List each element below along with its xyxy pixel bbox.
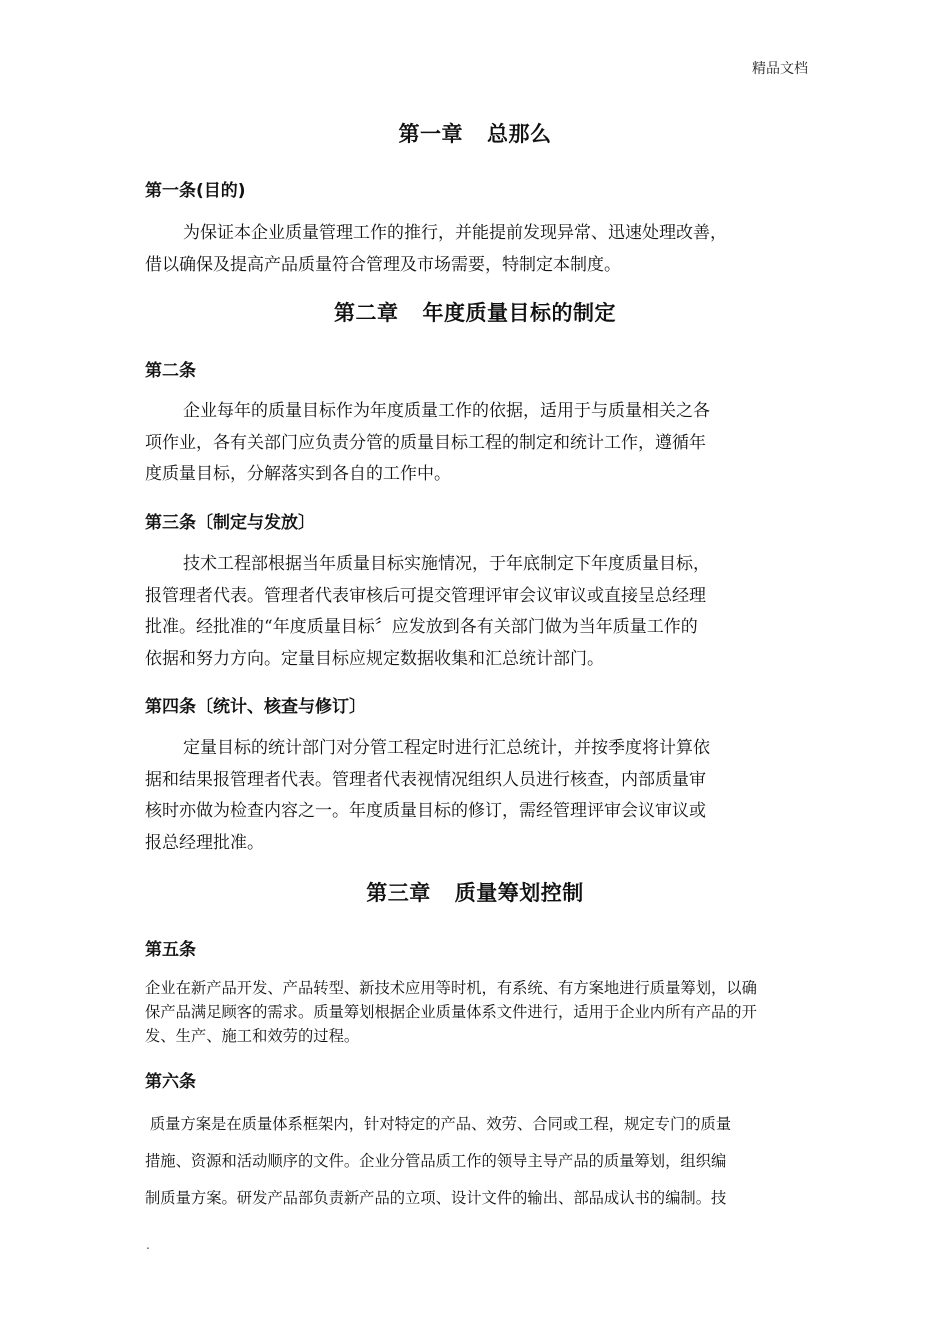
text-line: 质量方案是在质量体系框架内，针对特定的产品、效劳、合同或工程，规定专门的质量 — [145, 1115, 732, 1133]
article-1-body — [145, 218, 727, 281]
text-line: 核时亦做为检查内容之一。年度质量目标的修订，需经管理评审会议审议或 — [145, 801, 706, 821]
text-line: 度质量目标，分解落实到各自的工作中。 — [145, 464, 451, 484]
article-5-body — [145, 976, 757, 1048]
text-line: 据和结果报管理者代表。管理者代表视情况组织人员进行核查，内部质量审 — [145, 769, 706, 790]
text-line: 定量目标的统计部门对分管工程定时进行汇总统计，并按季度将计算依 — [183, 738, 710, 758]
text-line: 企业每年的质量目标作为年度质量工作的依据，适用于与质量相关之各 — [183, 401, 710, 421]
text-line: 企业在新产品开发、产品转型、新技术应用等时机，有系统、有方案地进行质量筹划，以确 — [145, 979, 757, 997]
chapter-1-heading — [0, 118, 950, 148]
chapter-title: 质量筹划控制 — [454, 881, 584, 905]
text-line: 保产品满足顾客的需求。质量筹划根据企业质量体系文件进行，适用于企业内所有产品的开 — [145, 1003, 757, 1021]
chapter-number: 第二章 — [334, 301, 399, 325]
article-3-body — [145, 549, 710, 675]
chapter-title: 年度质量目标的制定 — [422, 301, 616, 325]
chapter-number: 第一章 — [398, 122, 463, 146]
chapter-number: 第三章 — [366, 881, 431, 905]
text-line: 发、生产、施工和效劳的过程。 — [145, 1027, 360, 1045]
article-4-body — [145, 733, 710, 859]
article-2-heading: 第二条 — [145, 361, 196, 381]
chapter-3-heading — [0, 877, 950, 907]
article-6-body — [145, 1106, 731, 1217]
text-line: 报管理者代表。管理者代表审核后可提交管理评审会议审议或直接呈总经理 — [145, 585, 706, 606]
text-line: 项作业，各有关部门应负责分管的质量目标工程的制定和统计工作，遵循年 — [145, 432, 706, 453]
text-line: 报总经理批准。 — [145, 832, 264, 853]
text-line: 为保证本企业质量管理工作的推行，并能提前发现异常、迅速处理改善， — [183, 223, 727, 243]
text-line: 依据和努力方向。定量目标应规定数据收集和汇总统计部门。 — [145, 648, 604, 669]
article-5-heading: 第五条 — [145, 940, 196, 960]
text-line: 措施、资源和活动顺序的文件。企业分管品质工作的领导主导产品的质量筹划，组织编 — [145, 1152, 727, 1170]
chapter-2-heading — [0, 297, 950, 327]
text-line: 批准。经批准的“年度质量目标〞应发放到各有关部门做为当年质量工作的 — [145, 617, 698, 637]
article-2-body — [145, 396, 710, 491]
text-line: 技术工程部根据当年质量目标实施情况，于年底制定下年度质量目标， — [183, 554, 710, 574]
page-header-label: 精品文档 — [752, 61, 808, 77]
article-4-heading: 第四条〔统计、核查与修订〕 — [145, 697, 366, 717]
text-line: 制质量方案。研发产品部负责新产品的立项、设计文件的输出、部品成认书的编制。技 — [145, 1189, 727, 1207]
chapter-title: 总那么 — [487, 122, 552, 146]
article-1-heading: 第一条(目的) — [145, 181, 246, 201]
article-6-heading: 第六条 — [145, 1072, 196, 1092]
text-line: 借以确保及提高产品质量符合管理及市场需要，特制定本制度。 — [145, 254, 621, 275]
article-3-heading: 第三条〔制定与发放〕 — [145, 513, 315, 533]
footer-mark: . — [146, 1238, 150, 1252]
